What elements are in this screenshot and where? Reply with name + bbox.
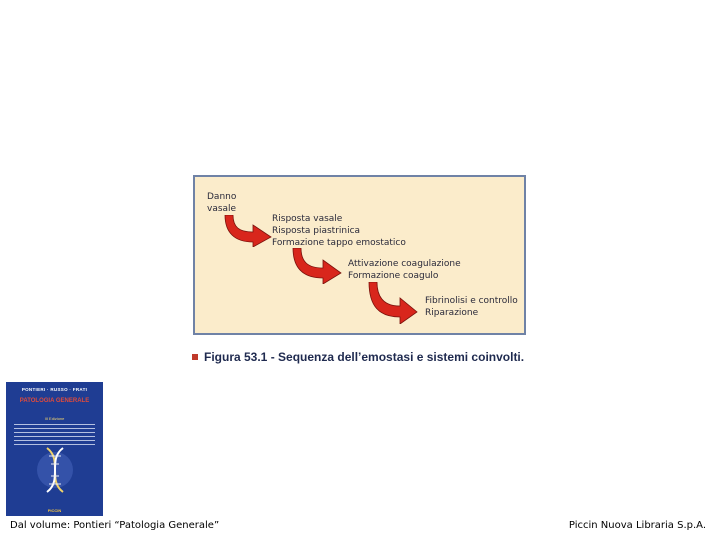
step-tappo-emostatico: Formazione tappo emostatico <box>272 238 406 248</box>
dna-helix-icon <box>34 444 76 496</box>
footer-source: Dal volume: Pontieri “Patologia Generale” <box>10 520 220 531</box>
step-risposta-vasale: Risposta vasale <box>272 214 343 224</box>
arrow-3-icon <box>367 282 421 324</box>
caption-bullet-icon <box>192 354 198 360</box>
book-publisher: PICCIN <box>47 508 62 513</box>
footer-publisher: Piccin Nuova Libraria S.p.A. <box>568 520 706 531</box>
step-riparazione: Riparazione <box>425 308 479 318</box>
book-edition: III Edizione <box>44 416 65 421</box>
book-authors: PONTIERI · RUSSO · FRATI <box>21 387 88 392</box>
book-title: PATOLOGIA GENERALE <box>19 398 90 404</box>
step-fibrinolisi: Fibrinolisi e controllo <box>425 296 518 306</box>
arrow-1-icon <box>223 215 275 247</box>
step-vasale: vasale <box>207 204 237 214</box>
step-risposta-piastrinica: Risposta piastrinica <box>272 226 361 236</box>
hemostasis-diagram <box>193 175 526 335</box>
caption-text: Figura 53.1 - Sequenza dell’emostasi e sistemi coinvolti. <box>204 350 525 364</box>
step-danno: Danno <box>207 192 237 202</box>
arrow-2-icon <box>291 248 345 284</box>
book-cover-image <box>6 382 103 516</box>
step-attivazione-coagulazione: Attivazione coagulazione <box>348 259 461 269</box>
figure-caption <box>192 350 524 364</box>
step-formazione-coagulo: Formazione coagulo <box>348 271 439 281</box>
